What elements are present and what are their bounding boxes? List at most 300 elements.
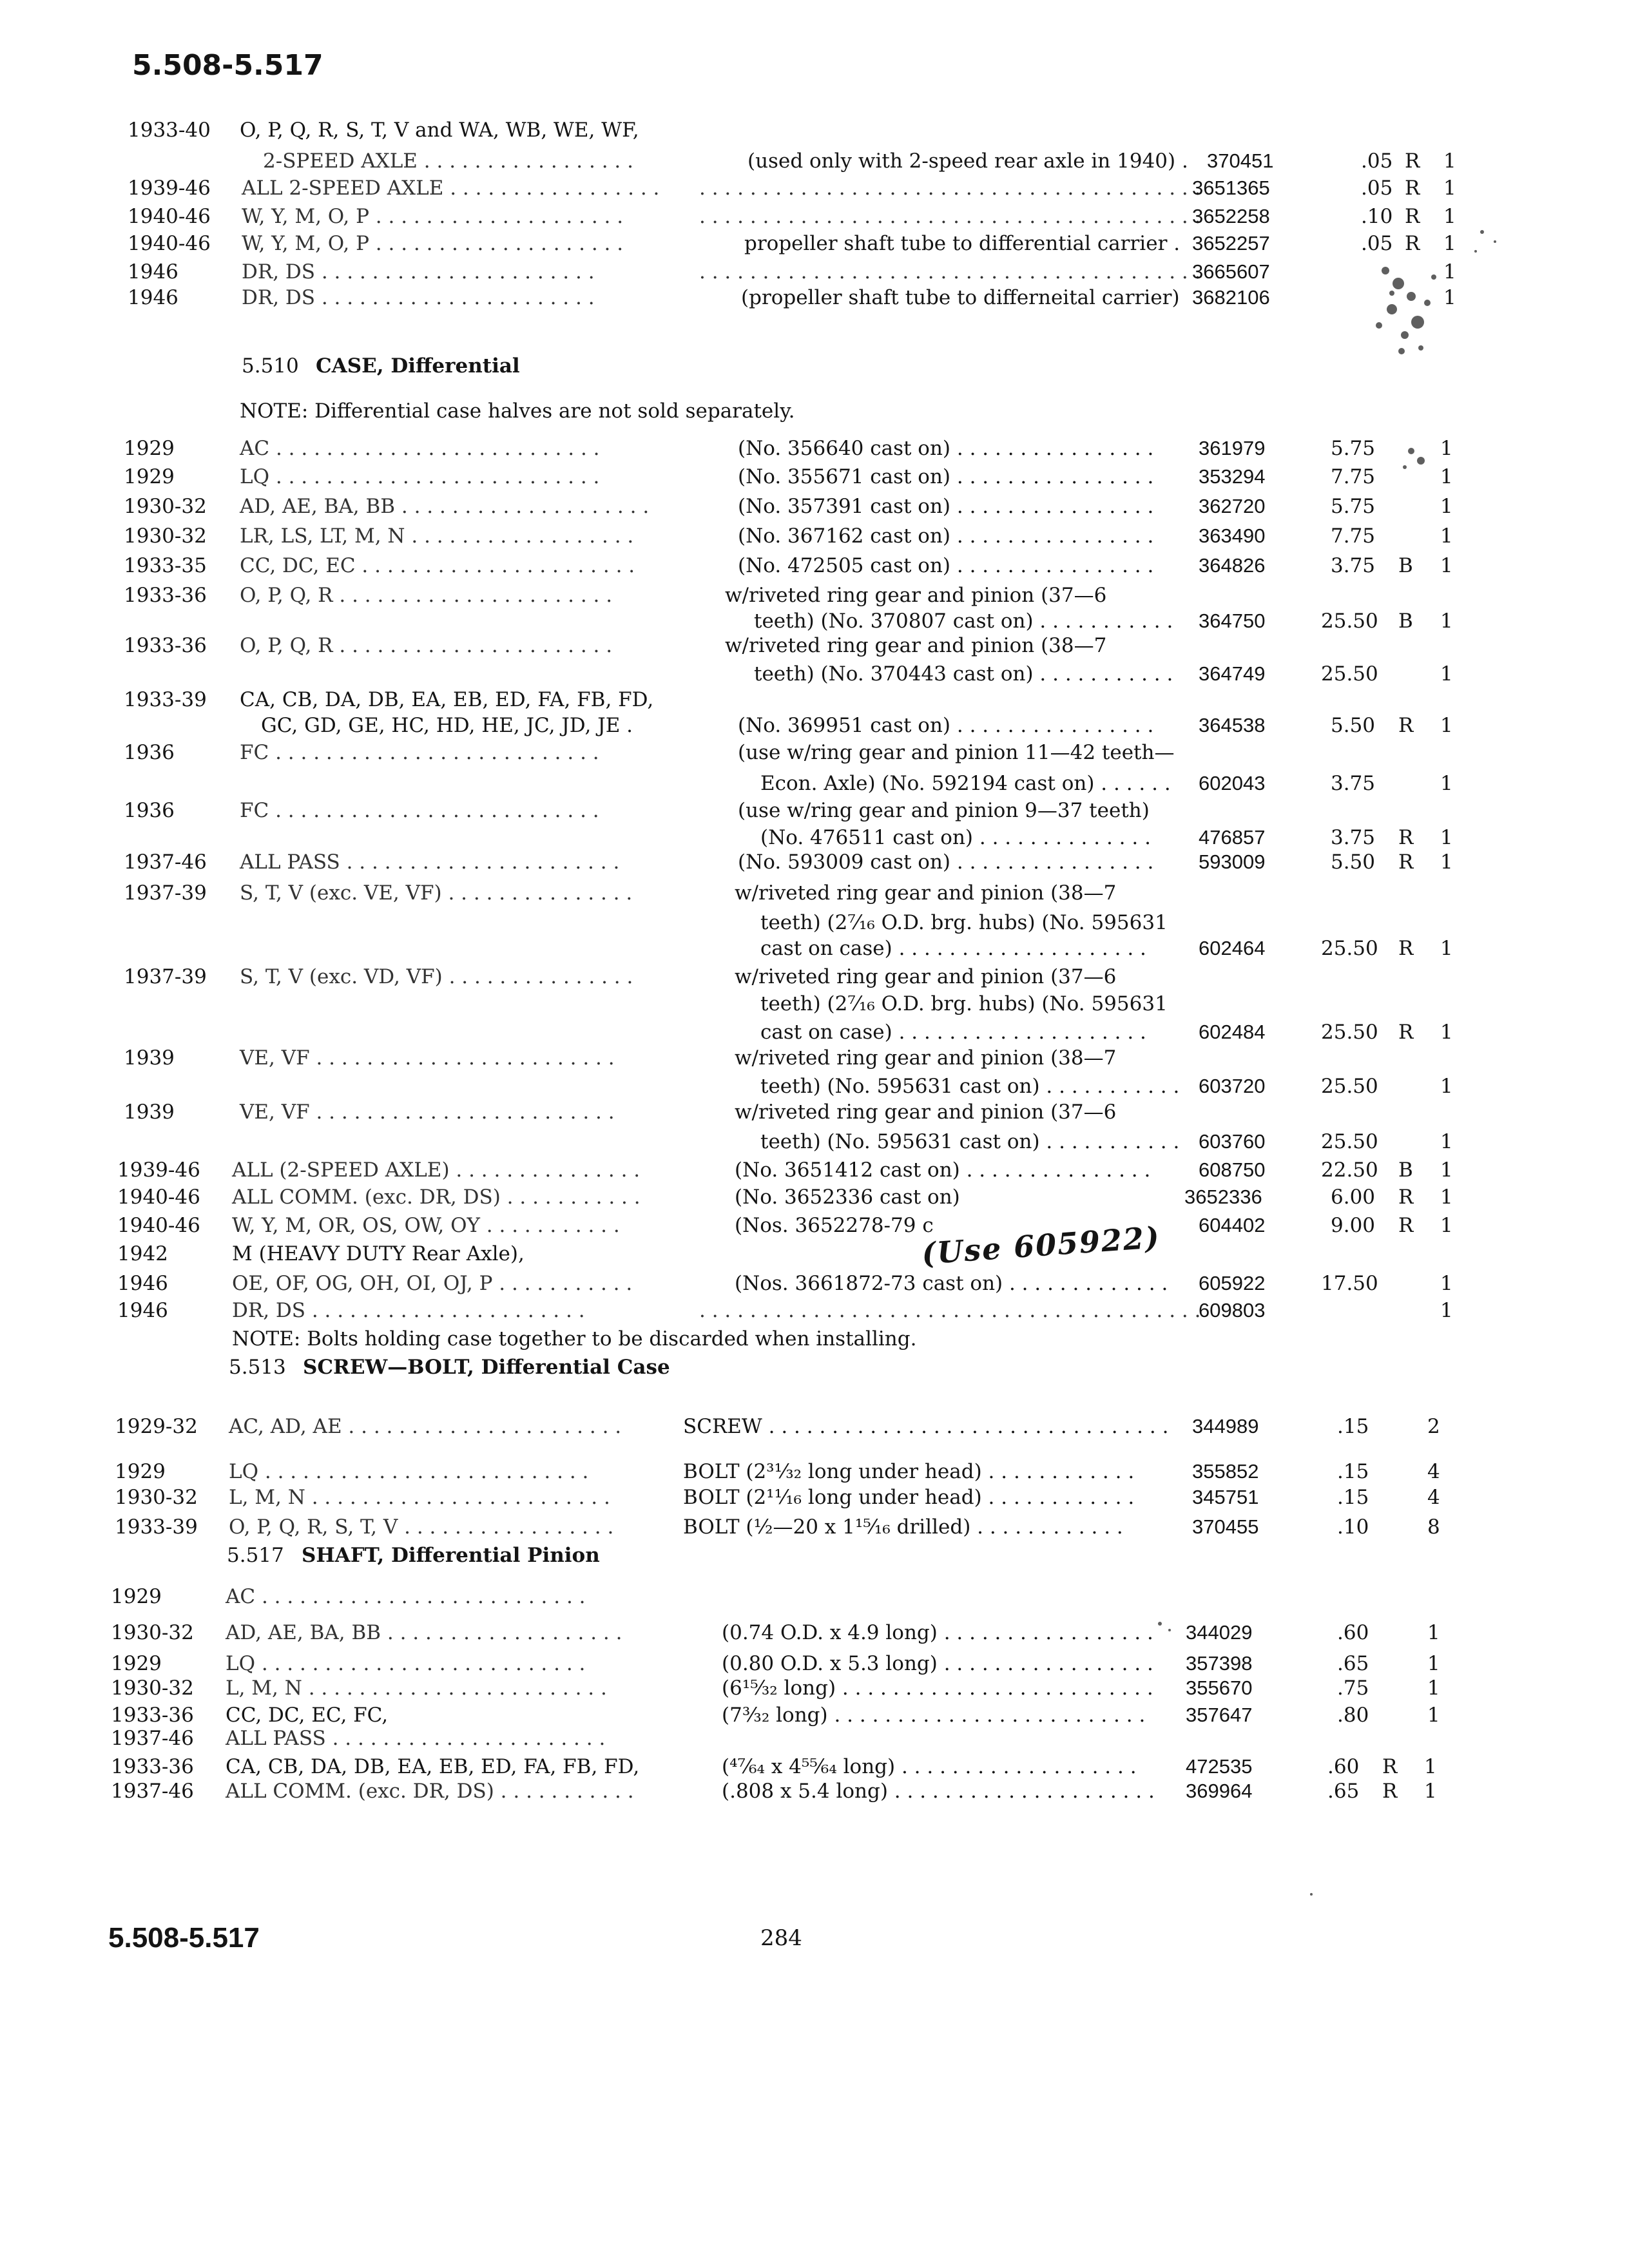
listing-cell: .65 <box>1327 1780 1360 1803</box>
part-number: 3652258 <box>1192 205 1270 227</box>
listing-cell: 1 <box>1440 1021 1453 1044</box>
listing-cell: 1946 <box>128 286 178 309</box>
listing-cell: (0.80 O.D. x 5.3 long) . . . . . . . . . . . . . . . . . <box>722 1652 1153 1675</box>
listing-cell: W, Y, M, O, P . . . . . . . . . . . . . . . . . . . . <box>242 205 624 228</box>
listing-line <box>0 1099 1629 1125</box>
listing-line <box>0 713 1629 738</box>
listing-line <box>0 1184 1629 1210</box>
listing-cell: R <box>1398 714 1414 737</box>
listing-cell: 1 <box>1440 524 1453 548</box>
listing-cell: R <box>1398 1021 1414 1044</box>
listing-cell: 3.75 <box>1331 826 1376 849</box>
listing-cell: R <box>1405 232 1420 255</box>
listing-line <box>0 117 1629 143</box>
listing-cell: (propeller shaft tube to differneital carrier) <box>741 286 1180 309</box>
listing-cell: . . . . . . . . . . . . . . . . . . . . . . . . . . . . . . . . . . . . . . . . <box>699 205 1201 228</box>
listing-cell: 5.513 <box>229 1356 286 1379</box>
listing-cell: teeth) (2⁷⁄₁₆ O.D. brg. hubs) (No. 595631 <box>760 992 1168 1015</box>
section-title: SHAFT, Differential Pinion <box>302 1544 600 1567</box>
listing-cell: .05 <box>1361 149 1393 173</box>
listing-cell: w/riveted ring gear and pinion (37—6 <box>725 584 1107 607</box>
listing-cell: 25.50 <box>1321 610 1378 633</box>
listing-cell: 6.00 <box>1331 1186 1376 1209</box>
listing-cell: 1 <box>1443 177 1456 200</box>
part-number: 3651365 <box>1192 177 1270 199</box>
listing-cell: R <box>1405 149 1420 173</box>
listing-cell: DR, DS . . . . . . . . . . . . . . . . . . . . . . <box>232 1299 585 1322</box>
listing-cell: (No. 355671 cast on) . . . . . . . . . . . . . . . . <box>738 465 1154 488</box>
listing-cell: 1936 <box>124 799 175 822</box>
listing-cell: ALL PASS . . . . . . . . . . . . . . . . . . . . . . <box>226 1727 606 1750</box>
part-number: 608750 <box>1199 1158 1266 1181</box>
listing-cell: 22.50 <box>1321 1158 1378 1182</box>
section-title: SCREW—BOLT, Differential Case <box>303 1356 670 1379</box>
listing-cell: (7³⁄₃₂ long) . . . . . . . . . . . . . . . . . . . . . . . . . <box>722 1704 1146 1727</box>
listing-line <box>0 1754 1629 1780</box>
listing-cell: 5.517 <box>227 1544 284 1567</box>
listing-cell: 1933-40 <box>128 119 211 142</box>
listing-cell: 1939 <box>124 1100 175 1124</box>
listing-cell: .05 <box>1361 232 1393 255</box>
listing-line <box>0 1459 1629 1485</box>
listing-cell: 25.50 <box>1321 662 1378 686</box>
listing-cell: R <box>1405 205 1420 228</box>
listing-cell: 1929 <box>124 437 175 460</box>
listing-cell: 1 <box>1427 1621 1440 1644</box>
listing-line <box>0 849 1629 875</box>
part-number: 364750 <box>1199 610 1266 632</box>
listing-cell: 1939-46 <box>128 177 211 200</box>
part-number: 357398 <box>1186 1652 1253 1675</box>
listing-cell: 1940-46 <box>117 1214 200 1237</box>
listing-line <box>0 936 1629 961</box>
part-number: 472535 <box>1186 1755 1253 1778</box>
listing-line <box>0 740 1629 765</box>
listing-line <box>0 436 1629 461</box>
listing-cell: 1946 <box>128 260 178 284</box>
listing-cell: 7.75 <box>1331 465 1376 488</box>
listing-cell: w/riveted ring gear and pinion (37—6 <box>735 965 1117 988</box>
listing-cell: O, P, Q, R . . . . . . . . . . . . . . . . . . . . . . <box>240 634 613 657</box>
listing-cell: 1940-46 <box>128 205 211 228</box>
part-number: 602484 <box>1199 1021 1266 1043</box>
listing-cell: R <box>1405 177 1420 200</box>
listing-cell: SCREW . . . . . . . . . . . . . . . . . . . . . . . . . . . . . . . . <box>683 1415 1169 1438</box>
listing-line <box>0 991 1629 1017</box>
listing-line <box>0 1675 1629 1701</box>
listing-cell: NOTE: Differential case halves are not sold separately. <box>240 399 795 423</box>
listing-cell: 1937-39 <box>124 881 207 905</box>
listing-cell: 1933-39 <box>115 1515 198 1539</box>
listing-cell: AC . . . . . . . . . . . . . . . . . . . . . . . . . . <box>226 1585 586 1608</box>
listing-cell: 1 <box>1440 1214 1453 1237</box>
part-number: 361979 <box>1199 437 1266 459</box>
listing-line <box>0 825 1629 850</box>
listing-line <box>0 1045 1629 1071</box>
listing-line <box>0 1702 1629 1728</box>
listing-cell: (No. 357391 cast on) . . . . . . . . . . . . . . . . <box>738 495 1154 518</box>
part-number: 609803 <box>1199 1299 1266 1321</box>
listing-cell: 1 <box>1440 1299 1453 1322</box>
listing-cell: 1 <box>1440 1158 1453 1182</box>
listing-cell: 1929 <box>111 1585 162 1608</box>
listing-cell: 5.75 <box>1331 495 1376 518</box>
listing-cell: (No. 3652336 cast on) <box>735 1186 960 1209</box>
listing-cell: S, T, V (exc. VD, VF) . . . . . . . . . . . . . . . <box>240 965 633 988</box>
listing-cell: .75 <box>1337 1677 1369 1700</box>
listing-cell: 1 <box>1443 260 1456 284</box>
listing-line <box>0 1778 1629 1804</box>
listing-cell: W, Y, M, OR, OS, OW, OY . . . . . . . . . . . <box>232 1214 620 1237</box>
listing-cell: AD, AE, BA, BB . . . . . . . . . . . . . . . . . . . <box>226 1621 622 1644</box>
listing-cell: GC, GD, GE, HC, HD, HE, JC, JD, JE . <box>261 714 633 737</box>
listing-cell: 1 <box>1427 1677 1440 1700</box>
listing-cell: L, M, N . . . . . . . . . . . . . . . . . . . . . . . . <box>229 1486 610 1509</box>
part-number: 353294 <box>1199 465 1266 488</box>
listing-line <box>0 771 1629 796</box>
listing-cell: R <box>1398 850 1414 874</box>
listing-cell: 1933-36 <box>124 584 207 607</box>
listing-line <box>0 523 1629 549</box>
listing-cell: 1940-46 <box>128 232 211 255</box>
listing-cell: 1946 <box>117 1299 168 1322</box>
listing-cell: CC, DC, EC, FC, <box>226 1704 389 1727</box>
listing-cell: (No. 367162 cast on) . . . . . . . . . . . . . . . . <box>738 524 1154 548</box>
listing-cell: CA, CB, DA, DB, EA, EB, ED, FA, FB, FD, <box>240 688 654 711</box>
listing-cell: teeth) (2⁷⁄₁₆ O.D. brg. hubs) (No. 595631 <box>760 911 1168 934</box>
listing-line <box>0 1485 1629 1510</box>
part-number: 370455 <box>1192 1515 1259 1538</box>
listing-cell: W, Y, M, O, P . . . . . . . . . . . . . . . . . . . . <box>242 232 624 255</box>
handwritten-annotation <box>0 1220 1629 1271</box>
listing-cell: CA, CB, DA, DB, EA, EB, ED, FA, FB, FD, <box>226 1755 640 1778</box>
listing-cell: 1 <box>1440 554 1453 577</box>
listing-cell: 1933-39 <box>124 688 207 711</box>
part-number: 3682106 <box>1192 286 1270 309</box>
listing-cell: 1 <box>1443 232 1456 255</box>
listing-line <box>0 1354 1629 1380</box>
listing-cell: 3.75 <box>1331 554 1376 577</box>
listing-cell: 1 <box>1440 826 1453 849</box>
listing-line <box>0 204 1629 229</box>
listing-cell: 1937-46 <box>111 1727 194 1750</box>
part-number: 355852 <box>1192 1460 1259 1483</box>
listing-cell: ALL COMM. (exc. DR, DS) . . . . . . . . . . . <box>232 1186 641 1209</box>
listing-cell: propeller shaft tube to differential carrier . <box>744 232 1181 255</box>
listing-cell: 1930-32 <box>124 524 207 548</box>
part-number: 3652257 <box>1192 232 1270 255</box>
listing-cell: 1 <box>1440 1186 1453 1209</box>
listing-cell: (No. 593009 cast on) . . . . . . . . . . . . . . . . <box>738 850 1154 874</box>
listing-cell: 1 <box>1424 1755 1437 1778</box>
part-number: 3665607 <box>1192 260 1270 283</box>
listing-cell: (.808 x 5.4 long) . . . . . . . . . . . . . . . . . . . . . <box>722 1780 1155 1803</box>
listing-cell: VE, VF . . . . . . . . . . . . . . . . . . . . . . . . <box>240 1100 615 1124</box>
part-number: 369964 <box>1186 1780 1253 1802</box>
listing-cell: LQ . . . . . . . . . . . . . . . . . . . . . . . . . . <box>226 1652 586 1675</box>
listing-line <box>0 148 1629 174</box>
listing-cell: R <box>1398 1214 1414 1237</box>
listing-cell: B <box>1398 1158 1413 1182</box>
listing-cell: (Nos. 3652278-79 c <box>735 1214 934 1237</box>
part-number: 602464 <box>1199 937 1266 959</box>
handwritten-note: (Use 605922) <box>920 1220 1162 1271</box>
listing-cell: 5.50 <box>1331 850 1376 874</box>
part-number: 3652336 <box>1184 1186 1262 1208</box>
listing-cell: 1 <box>1440 1075 1453 1098</box>
listing-cell: .15 <box>1337 1486 1369 1509</box>
listing-cell: ALL PASS . . . . . . . . . . . . . . . . . . . . . . <box>240 850 620 874</box>
listing-cell: LQ . . . . . . . . . . . . . . . . . . . . . . . . . . <box>229 1460 589 1483</box>
listing-cell: R <box>1382 1755 1398 1778</box>
listing-cell: 1 <box>1440 772 1453 795</box>
listing-cell: NOTE: Bolts holding case together to be discarded when installing. <box>232 1327 917 1350</box>
listing-cell: BOLT (½—20 x 1¹⁵⁄₁₆ drilled) . . . . . . . . . . . . <box>683 1515 1123 1539</box>
listing-cell: B <box>1398 554 1413 577</box>
listing-line <box>0 798 1629 823</box>
listing-line <box>0 175 1629 201</box>
listing-cell: 1930-32 <box>115 1486 198 1509</box>
listing-cell: FC . . . . . . . . . . . . . . . . . . . . . . . . . . <box>240 799 599 822</box>
listing-cell: (No. 356640 cast on) . . . . . . . . . . . . . . . . <box>738 437 1154 460</box>
listing-cell: ALL (2-SPEED AXLE) . . . . . . . . . . . . . . . <box>232 1158 641 1182</box>
listing-line <box>0 1620 1629 1646</box>
listing-line <box>0 553 1629 579</box>
listing-cell: 1939-46 <box>117 1158 200 1182</box>
listing-cell: O, P, Q, R . . . . . . . . . . . . . . . . . . . . . . <box>240 584 613 607</box>
listing-cell: R <box>1398 937 1414 960</box>
listing-cell: .10 <box>1337 1515 1369 1539</box>
listing-cell: 1 <box>1440 850 1453 874</box>
listing-cell: CC, DC, EC . . . . . . . . . . . . . . . . . . . . . . <box>240 554 635 577</box>
listing-cell: S, T, V (exc. VE, VF) . . . . . . . . . . . . . . . <box>240 881 633 905</box>
listing-cell: .15 <box>1337 1415 1369 1438</box>
part-number: 364826 <box>1199 554 1266 577</box>
listing-cell: .15 <box>1337 1460 1369 1483</box>
listing-line <box>0 1542 1629 1568</box>
listing-cell: 1930-32 <box>111 1677 194 1700</box>
part-number: 357647 <box>1186 1704 1253 1726</box>
listing-line <box>0 259 1629 285</box>
listing-cell: (used only with 2-speed rear axle in 1940) . <box>747 149 1188 173</box>
listing-cell: 1937-46 <box>124 850 207 874</box>
part-number: 602043 <box>1199 772 1266 794</box>
listing-cell: 25.50 <box>1321 1130 1378 1153</box>
listing-cell: (use w/ring gear and pinion 11—42 teeth— <box>738 741 1175 764</box>
page-header-range: 5.508-5.517 <box>132 49 323 82</box>
listing-cell: 1 <box>1440 465 1453 488</box>
page-footer <box>0 1919 1629 1957</box>
listing-cell: 1929 <box>115 1460 166 1483</box>
listing-cell: 1 <box>1427 1704 1440 1727</box>
part-number: 344989 <box>1192 1415 1259 1437</box>
listing-cell: cast on case) . . . . . . . . . . . . . . . . . . . . <box>760 937 1146 960</box>
listing-cell: OE, OF, OG, OH, OI, OJ, P . . . . . . . . . . . <box>232 1272 633 1295</box>
listing-cell: R <box>1398 826 1414 849</box>
listing-line <box>0 661 1629 687</box>
part-number: 355670 <box>1186 1677 1253 1699</box>
listing-cell: ALL 2-SPEED AXLE . . . . . . . . . . . . . . . . . <box>242 177 660 200</box>
listing-cell: 1933-36 <box>124 634 207 657</box>
part-number: 344029 <box>1186 1621 1253 1644</box>
listing-cell: .60 <box>1327 1755 1360 1778</box>
listing-cell: DR, DS . . . . . . . . . . . . . . . . . . . . . . <box>242 286 595 309</box>
page-number: 284 <box>760 1925 802 1951</box>
part-number: 604402 <box>1199 1214 1266 1236</box>
listing-cell: 1 <box>1440 1130 1453 1153</box>
listing-cell: LR, LS, LT, M, N . . . . . . . . . . . . . . . . . . <box>240 524 634 548</box>
listing-cell: M (HEAVY DUTY Rear Axle), <box>232 1242 525 1265</box>
listing-cell: w/riveted ring gear and pinion (38—7 <box>725 634 1107 657</box>
listing-cell: ALL COMM. (exc. DR, DS) . . . . . . . . . . . <box>226 1780 634 1803</box>
listing-cell: (0.74 O.D. x 4.9 long) . . . . . . . . . . . . . . . . . <box>722 1621 1153 1644</box>
listing-cell: 5.50 <box>1331 714 1376 737</box>
listing-cell: 1936 <box>124 741 175 764</box>
listing-cell: (use w/ring gear and pinion 9—37 teeth) <box>738 799 1150 822</box>
listing-line <box>0 1298 1629 1323</box>
listing-cell: w/riveted ring gear and pinion (37—6 <box>735 1100 1117 1124</box>
listing-cell: 3.75 <box>1331 772 1376 795</box>
listing-cell: (No. 3651412 cast on) . . . . . . . . . . . . . . . <box>735 1158 1151 1182</box>
listing-cell: 1 <box>1440 437 1453 460</box>
listing-cell: AC, AD, AE . . . . . . . . . . . . . . . . . . . . . . <box>229 1415 622 1438</box>
listing-line <box>0 687 1629 713</box>
listing-cell: 9.00 <box>1331 1214 1376 1237</box>
listing-cell: 1 <box>1440 495 1453 518</box>
listing-cell: 8 <box>1427 1515 1440 1539</box>
listing-line <box>0 608 1629 634</box>
listing-cell: Econ. Axle) (No. 592194 cast on) . . . . . . <box>760 772 1171 795</box>
listing-cell: 1 <box>1427 1652 1440 1675</box>
listing-cell: VE, VF . . . . . . . . . . . . . . . . . . . . . . . . <box>240 1046 615 1070</box>
listing-cell: teeth) (No. 370443 cast on) . . . . . . . . . . . <box>754 662 1173 686</box>
listing-cell: 25.50 <box>1321 1075 1378 1098</box>
listing-cell: 5.510 <box>242 354 299 378</box>
listing-line <box>0 1326 1629 1352</box>
listing-line <box>0 1584 1629 1610</box>
listing-cell: 1937-46 <box>111 1780 194 1803</box>
listing-cell: teeth) (No. 595631 cast on) . . . . . . . . . . . <box>760 1130 1180 1153</box>
listing-cell: .05 <box>1361 177 1393 200</box>
part-number: 362720 <box>1199 495 1266 517</box>
listing-line <box>0 494 1629 519</box>
listing-cell: cast on case) . . . . . . . . . . . . . . . . . . . . <box>760 1021 1146 1044</box>
listing-cell: 1 <box>1440 714 1453 737</box>
listing-line <box>0 464 1629 490</box>
listing-cell: BOLT (2³¹⁄₃₂ long under head) . . . . . . . . . . . . <box>683 1460 1135 1483</box>
listing-cell: 1 <box>1443 286 1456 309</box>
listing-cell: FC . . . . . . . . . . . . . . . . . . . . . . . . . . <box>240 741 599 764</box>
listing-cell: 1933-35 <box>124 554 207 577</box>
listing-cell: . . . . . . . . . . . . . . . . . . . . . . . . . . . . . . . . . . . . . . . . <box>699 177 1201 200</box>
listing-cell: (Nos. 3661872-73 cast on) . . . . . . . . . . . . . <box>735 1272 1168 1295</box>
listing-cell: w/riveted ring gear and pinion (38—7 <box>735 881 1117 905</box>
listing-cell: .10 <box>1361 205 1393 228</box>
listing-line <box>0 633 1629 658</box>
listing-line <box>0 964 1629 990</box>
listing-cell: DR, DS . . . . . . . . . . . . . . . . . . . . . . <box>242 260 595 284</box>
listing-cell: 1929 <box>124 465 175 488</box>
section-title: CASE, Differential <box>316 354 520 378</box>
listing-cell: 25.50 <box>1321 937 1378 960</box>
listing-line <box>0 353 1629 379</box>
listing-line <box>0 231 1629 256</box>
listing-line <box>0 582 1629 608</box>
listing-cell: L, M, N . . . . . . . . . . . . . . . . . . . . . . . . <box>226 1677 607 1700</box>
listing-cell: O, P, Q, R, S, T, V . . . . . . . . . . . . . . . . . <box>229 1515 614 1539</box>
listing-cell: (⁴⁷⁄₆₄ x 4⁵⁵⁄₆₄ long) . . . . . . . . . . . . . . . . . . . <box>722 1755 1137 1778</box>
listing-cell: 1 <box>1440 937 1453 960</box>
listing-cell: 2-SPEED AXLE . . . . . . . . . . . . . . . . . <box>263 149 633 173</box>
part-number: 370451 <box>1207 149 1274 172</box>
listing-cell: R <box>1398 1186 1414 1209</box>
listing-line <box>0 1157 1629 1183</box>
listing-cell: BOLT (2¹¹⁄₁₆ long under head) . . . . . . . . . . . . <box>683 1486 1135 1509</box>
listing-cell: .80 <box>1337 1704 1369 1727</box>
footer-range: 5.508-5.517 <box>108 1922 260 1954</box>
listing-cell: (6¹⁵⁄₃₂ long) . . . . . . . . . . . . . . . . . . . . . . . . . <box>722 1677 1153 1700</box>
listing-cell: 2 <box>1427 1415 1440 1438</box>
listing-cell: 1 <box>1443 149 1456 173</box>
listing-cell: 1 <box>1440 1272 1453 1295</box>
listing-line <box>0 1073 1629 1099</box>
listing-cell: 1930-32 <box>124 495 207 518</box>
listing-cell: (No. 472505 cast on) . . . . . . . . . . . . . . . . <box>738 554 1154 577</box>
listing-cell: 7.75 <box>1331 524 1376 548</box>
listing-cell: . . . . . . . . . . . . . . . . . . . . . . . . . . . . . . . . . . . . . . . . <box>699 1299 1201 1322</box>
listing-cell: 1939 <box>124 1046 175 1070</box>
listing-cell: (No. 369951 cast on) . . . . . . . . . . . . . . . . <box>738 714 1154 737</box>
listing-line <box>0 1019 1629 1045</box>
listing-line <box>0 1725 1629 1751</box>
listing-cell: O, P, Q, R, S, T, V and WA, WB, WE, WF, <box>240 119 639 142</box>
listing-cell: 1930-32 <box>111 1621 194 1644</box>
listing-cell: 17.50 <box>1321 1272 1378 1295</box>
listing-line <box>0 1651 1629 1677</box>
listing-cell: LQ . . . . . . . . . . . . . . . . . . . . . . . . . . <box>240 465 600 488</box>
listing-cell: 1933-36 <box>111 1755 194 1778</box>
part-number: 345751 <box>1192 1486 1259 1508</box>
listing-cell: teeth) (No. 595631 cast on) . . . . . . . . . . . <box>760 1075 1180 1098</box>
listing-cell: 1946 <box>117 1272 168 1295</box>
listing-line <box>0 1514 1629 1540</box>
part-number: 364749 <box>1199 662 1266 685</box>
listing-line <box>0 1414 1629 1439</box>
listing-cell: 1937-39 <box>124 965 207 988</box>
listing-cell: 4 <box>1427 1486 1440 1509</box>
listing-cell: teeth) (No. 370807 cast on) . . . . . . . . . . . <box>754 610 1173 633</box>
listing-cell: 1933-36 <box>111 1704 194 1727</box>
listing-line <box>0 910 1629 936</box>
listing-line <box>0 1129 1629 1155</box>
listing-cell: 25.50 <box>1321 1021 1378 1044</box>
listing-cell: 1 <box>1443 205 1456 228</box>
listing-cell: .60 <box>1337 1621 1369 1644</box>
part-number: 603720 <box>1199 1075 1266 1097</box>
listing-cell: AC . . . . . . . . . . . . . . . . . . . . . . . . . . <box>240 437 600 460</box>
listing-cell: . . . . . . . . . . . . . . . . . . . . . . . . . . . . . . . . . . . . . . . . <box>699 260 1201 284</box>
listing-cell: AD, AE, BA, BB . . . . . . . . . . . . . . . . . . . . <box>240 495 650 518</box>
listing-cell: 1 <box>1440 610 1453 633</box>
listing-cell: 4 <box>1427 1460 1440 1483</box>
listing-cell: B <box>1398 610 1413 633</box>
part-number: 605922 <box>1199 1272 1266 1294</box>
listing-line <box>0 880 1629 906</box>
listing-cell: 1 <box>1424 1780 1437 1803</box>
part-number: 364538 <box>1199 714 1266 736</box>
listing-line <box>0 285 1629 311</box>
listing-cell: 1942 <box>117 1242 168 1265</box>
